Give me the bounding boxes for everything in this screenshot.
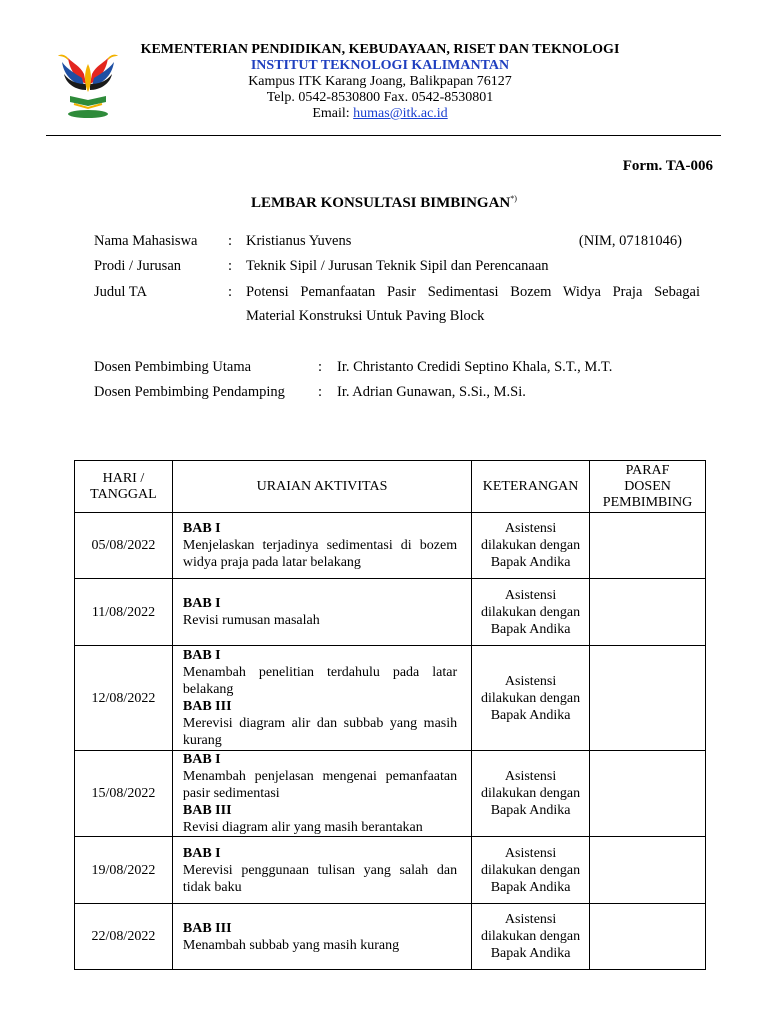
row-date: 15/08/2022 [75, 751, 173, 837]
activity-text: Menambah subbab yang masih kurang [182, 937, 400, 953]
table-row [75, 579, 706, 646]
activity-text: Merevisi diagram alir dan subbab yang masih kurang [182, 716, 458, 748]
main-advisor-name: Ir. Christanto Credidi Septino Khala, S.T., M.T. [337, 359, 613, 375]
email-link[interactable]: humas@itk.ac.id [353, 106, 448, 121]
row-activity [172, 751, 471, 837]
header-note: KETERANGAN [472, 461, 590, 513]
chapter-label: BAB I [182, 596, 221, 611]
table-row [75, 513, 706, 579]
activity-text: Menambah penjelasan mengenai pemanfaatan pasir sedimentasi [182, 769, 458, 801]
header-signature: PARAF DOSEN PEMBIMBING [590, 461, 706, 513]
row-note: Asistensi dilakukan dengan Bapak Andika [472, 579, 590, 646]
prodi-value: Teknik Sipil / Jurusan Teknik Sipil dan Perencanaan [246, 258, 549, 274]
row-activity [172, 904, 471, 970]
email-line [120, 106, 640, 122]
row-signature[interactable] [590, 579, 706, 646]
colon: : [318, 384, 323, 400]
prodi-label: Prodi / Jurusan [94, 258, 181, 274]
header-divider [46, 135, 721, 136]
row-activity [172, 513, 471, 579]
row-date: 12/08/2022 [75, 646, 173, 751]
ta-title-label: Judul TA [94, 284, 147, 300]
chapter-label: BAB I [182, 648, 221, 663]
table-header-row [75, 461, 706, 513]
row-note: Asistensi dilakukan dengan Bapak Andika [472, 837, 590, 904]
row-signature[interactable] [590, 837, 706, 904]
row-date: 11/08/2022 [75, 579, 173, 646]
row-signature[interactable] [590, 646, 706, 751]
activity-text: Merevisi penggunaan tulisan yang salah dan tidak baku [182, 862, 458, 895]
chapter-label: BAB III [182, 920, 232, 936]
email-label: Email: [312, 106, 354, 121]
chapter-label: BAB III [182, 699, 232, 714]
row-note: Asistensi dilakukan dengan Bapak Andika [472, 513, 590, 579]
table-row [75, 904, 706, 970]
colon: : [318, 359, 323, 375]
consultation-table [74, 460, 706, 970]
row-signature[interactable] [590, 513, 706, 579]
main-advisor-label: Dosen Pembimbing Utama [94, 359, 252, 375]
colon: : [228, 284, 233, 300]
colon: : [228, 233, 233, 249]
student-name-label: Nama Mahasiswa [94, 233, 198, 249]
row-date: 05/08/2022 [75, 513, 173, 579]
chapter-label: BAB III [182, 803, 232, 818]
row-note: Asistensi dilakukan dengan Bapak Andika [472, 646, 590, 751]
activity-text: Menambah penelitian terdahulu pada latar belakang [182, 665, 458, 697]
row-activity [172, 646, 471, 751]
header-date: HARI / TANGGAL [75, 461, 173, 513]
letterhead [0, 42, 768, 122]
chapter-label: BAB I [182, 521, 221, 536]
row-signature[interactable] [590, 751, 706, 837]
row-date: 22/08/2022 [75, 904, 173, 970]
student-name: Kristianus Yuvens [246, 233, 352, 249]
colon: : [228, 258, 233, 274]
institution-name: INSTITUT TEKNOLOGI KALIMANTAN [250, 58, 510, 73]
ministry-name: KEMENTERIAN PENDIDIKAN, KEBUDAYAAN, RISET DAN TEKNOLOGI [140, 42, 620, 57]
ta-title-line2: Material Konstruksi Untuk Paving Block [246, 308, 485, 324]
row-note: Asistensi dilakukan dengan Bapak Andika [472, 751, 590, 837]
second-advisor-label: Dosen Pembimbing Pendamping [94, 384, 285, 400]
row-note: Asistensi dilakukan dengan Bapak Andika [472, 904, 590, 970]
table-row [75, 751, 706, 837]
title-footnote-mark: *) [510, 194, 517, 203]
row-activity [172, 579, 471, 646]
row-date: 19/08/2022 [75, 837, 173, 904]
chapter-label: BAB I [182, 845, 221, 861]
campus-address: Kampus ITK Karang Joang, Balikpapan 76127 [248, 74, 512, 89]
header-activity: URAIAN AKTIVITAS [172, 461, 471, 513]
row-activity [172, 837, 471, 904]
chapter-label: BAB I [182, 752, 221, 767]
student-nim: (NIM, 07181046) [578, 233, 682, 249]
ta-title-line1: Potensi Pemanfaatan Pasir Sedimentasi Bozem Widya Praja Sebagai [246, 284, 700, 300]
form-code: Form. TA-006 [622, 158, 713, 174]
row-signature[interactable] [590, 904, 706, 970]
title-text: LEMBAR KONSULTASI BIMBINGAN [251, 195, 511, 211]
activity-text: Menjelaskan terjadinya sedimentasi di bozem widya praja pada latar belakang [182, 538, 458, 570]
table-row [75, 837, 706, 904]
activity-text: Revisi rumusan masalah [182, 613, 320, 628]
table-row [75, 646, 706, 751]
activity-text: Revisi diagram alir yang masih berantakan [182, 820, 423, 835]
itk-logo-icon [56, 44, 120, 120]
second-advisor-name: Ir. Adrian Gunawan, S.Si., M.Si. [337, 384, 526, 400]
phone-fax: Telp. 0542-8530800 Fax. 0542-8530801 [266, 90, 494, 105]
document-title [0, 194, 768, 212]
